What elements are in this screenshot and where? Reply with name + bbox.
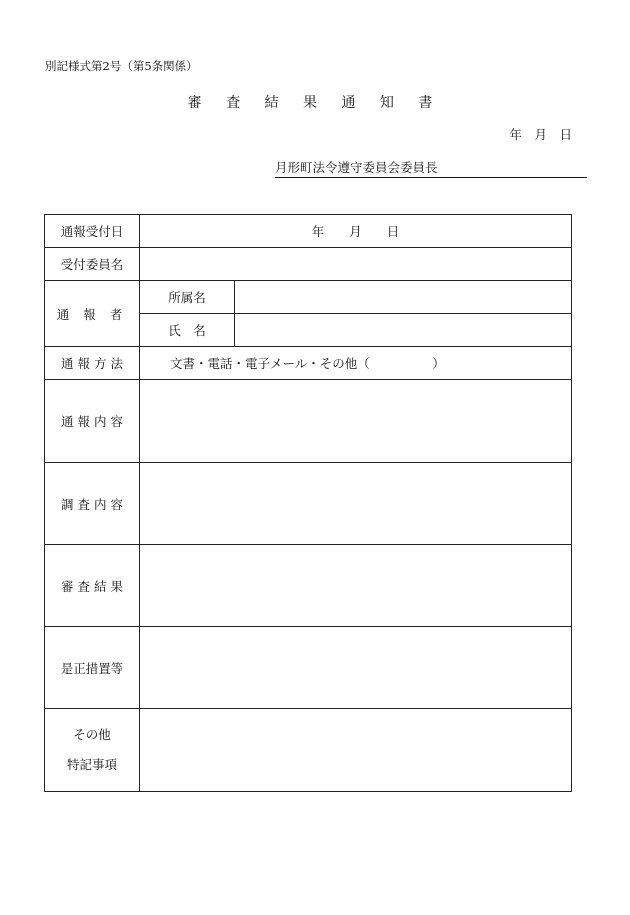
row-report-date: [45, 215, 572, 248]
report-table: [44, 214, 572, 792]
corrective-measures-field[interactable]: [140, 627, 572, 709]
affiliation-label: 所属名: [140, 281, 235, 314]
affiliation-field[interactable]: [235, 281, 572, 314]
name-label: 氏 名: [140, 314, 235, 347]
row-investigation: [45, 463, 572, 545]
name-field[interactable]: [235, 314, 572, 347]
other-remarks-label: [45, 709, 140, 792]
row-report-method: [45, 347, 572, 380]
addressee-line: 月形町法令遵守委員会委員長: [275, 158, 587, 178]
report-method-label: 通 報 方 法: [45, 347, 140, 380]
receiving-member-label: 受付委員名: [45, 248, 140, 281]
document-title: 審 査 結 果 通 知 書: [187, 95, 443, 111]
row-other-remarks: [45, 709, 572, 792]
row-receiving-member: [45, 248, 572, 281]
report-date-label: 通報受付日: [45, 215, 140, 248]
row-report-content: [45, 380, 572, 463]
form-reference: 別記様式第2号（第5条関係）: [45, 59, 198, 73]
review-result-label: 審 査 結 果: [45, 545, 140, 627]
receiving-member-field[interactable]: [140, 248, 572, 281]
row-corrective-measures: [45, 627, 572, 709]
other-label: その他: [73, 727, 111, 742]
reporter-label: 通 報 者: [45, 281, 140, 347]
issue-date-line: 年 月 日: [509, 127, 572, 142]
report-date-value[interactable]: 年 月 日: [140, 215, 572, 248]
investigation-label: 調 査 内 容: [45, 463, 140, 545]
investigation-field[interactable]: [140, 463, 572, 545]
remarks-label: 特記事項: [66, 757, 117, 772]
other-remarks-field[interactable]: [140, 709, 572, 792]
report-content-label: 通 報 内 容: [45, 380, 140, 463]
row-reporter-affiliation: [45, 281, 572, 314]
report-content-field[interactable]: [140, 380, 572, 463]
corrective-measures-label: 是正措置等: [45, 627, 140, 709]
review-result-field[interactable]: [140, 545, 572, 627]
report-method-options[interactable]: 文書・電話・電子メール・その他（ ）: [140, 347, 572, 380]
row-review-result: [45, 545, 572, 627]
